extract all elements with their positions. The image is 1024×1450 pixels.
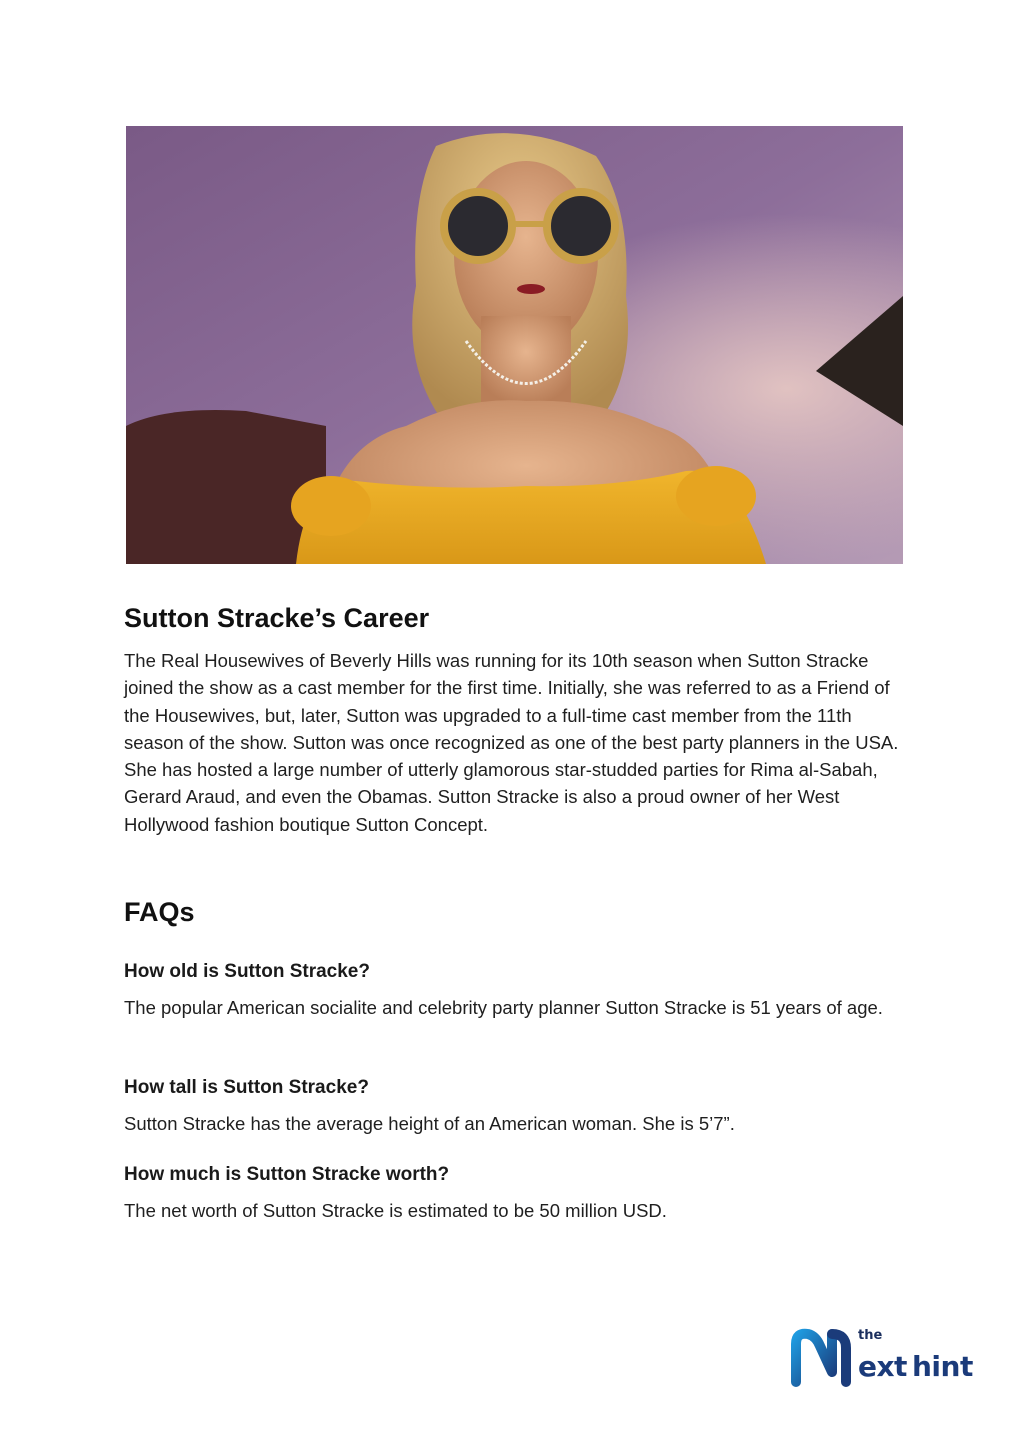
article-photo (126, 126, 903, 564)
faq-question-age: How old is Sutton Stracke? (124, 961, 370, 982)
portrait-photo-illustration (126, 126, 903, 564)
logo-text-ext: ext (858, 1350, 907, 1383)
logo-text-hint: hint (912, 1350, 973, 1383)
faq-answer-worth: The net worth of Sutton Stracke is estimated to be 50 million USD. (124, 1200, 667, 1221)
faq-question-height: How tall is Sutton Stracke? (124, 1077, 369, 1098)
logo-text-the: the (858, 1328, 883, 1343)
n-logo-icon (788, 1326, 854, 1390)
faq-question-worth: How much is Sutton Stracke worth? (124, 1164, 450, 1185)
faqs-heading: FAQs (124, 897, 195, 927)
career-heading: Sutton Stracke’s Career (124, 603, 430, 633)
faq-answer-age: The popular American socialite and celebrity party planner Sutton Stracke is 51 years of age. (124, 997, 883, 1018)
faq-answer-height: Sutton Stracke has the average height of an American woman. She is 5’7”. (124, 1113, 735, 1134)
career-paragraph: The Real Housewives of Beverly Hills was running for its 10th season when Sutton Stracke joined the show as a cast member for the first time. Initially, she was referred to as a Friend of the Housewives, but, later, Sutton was upgraded to a full-time cast member from the 11th season of the show. Sutton was once recognized as one of the best party planners in the USA. She has hosted a large number of utterly glamorous star-studded parties for Rima al-Sabah, Gerard Araud, and even the Obamas. Sutton Stracke is also a proud owner of her West Hollywood fashion boutique Sutton Concept. (124, 650, 899, 835)
the-next-hint-logo (788, 1326, 980, 1390)
